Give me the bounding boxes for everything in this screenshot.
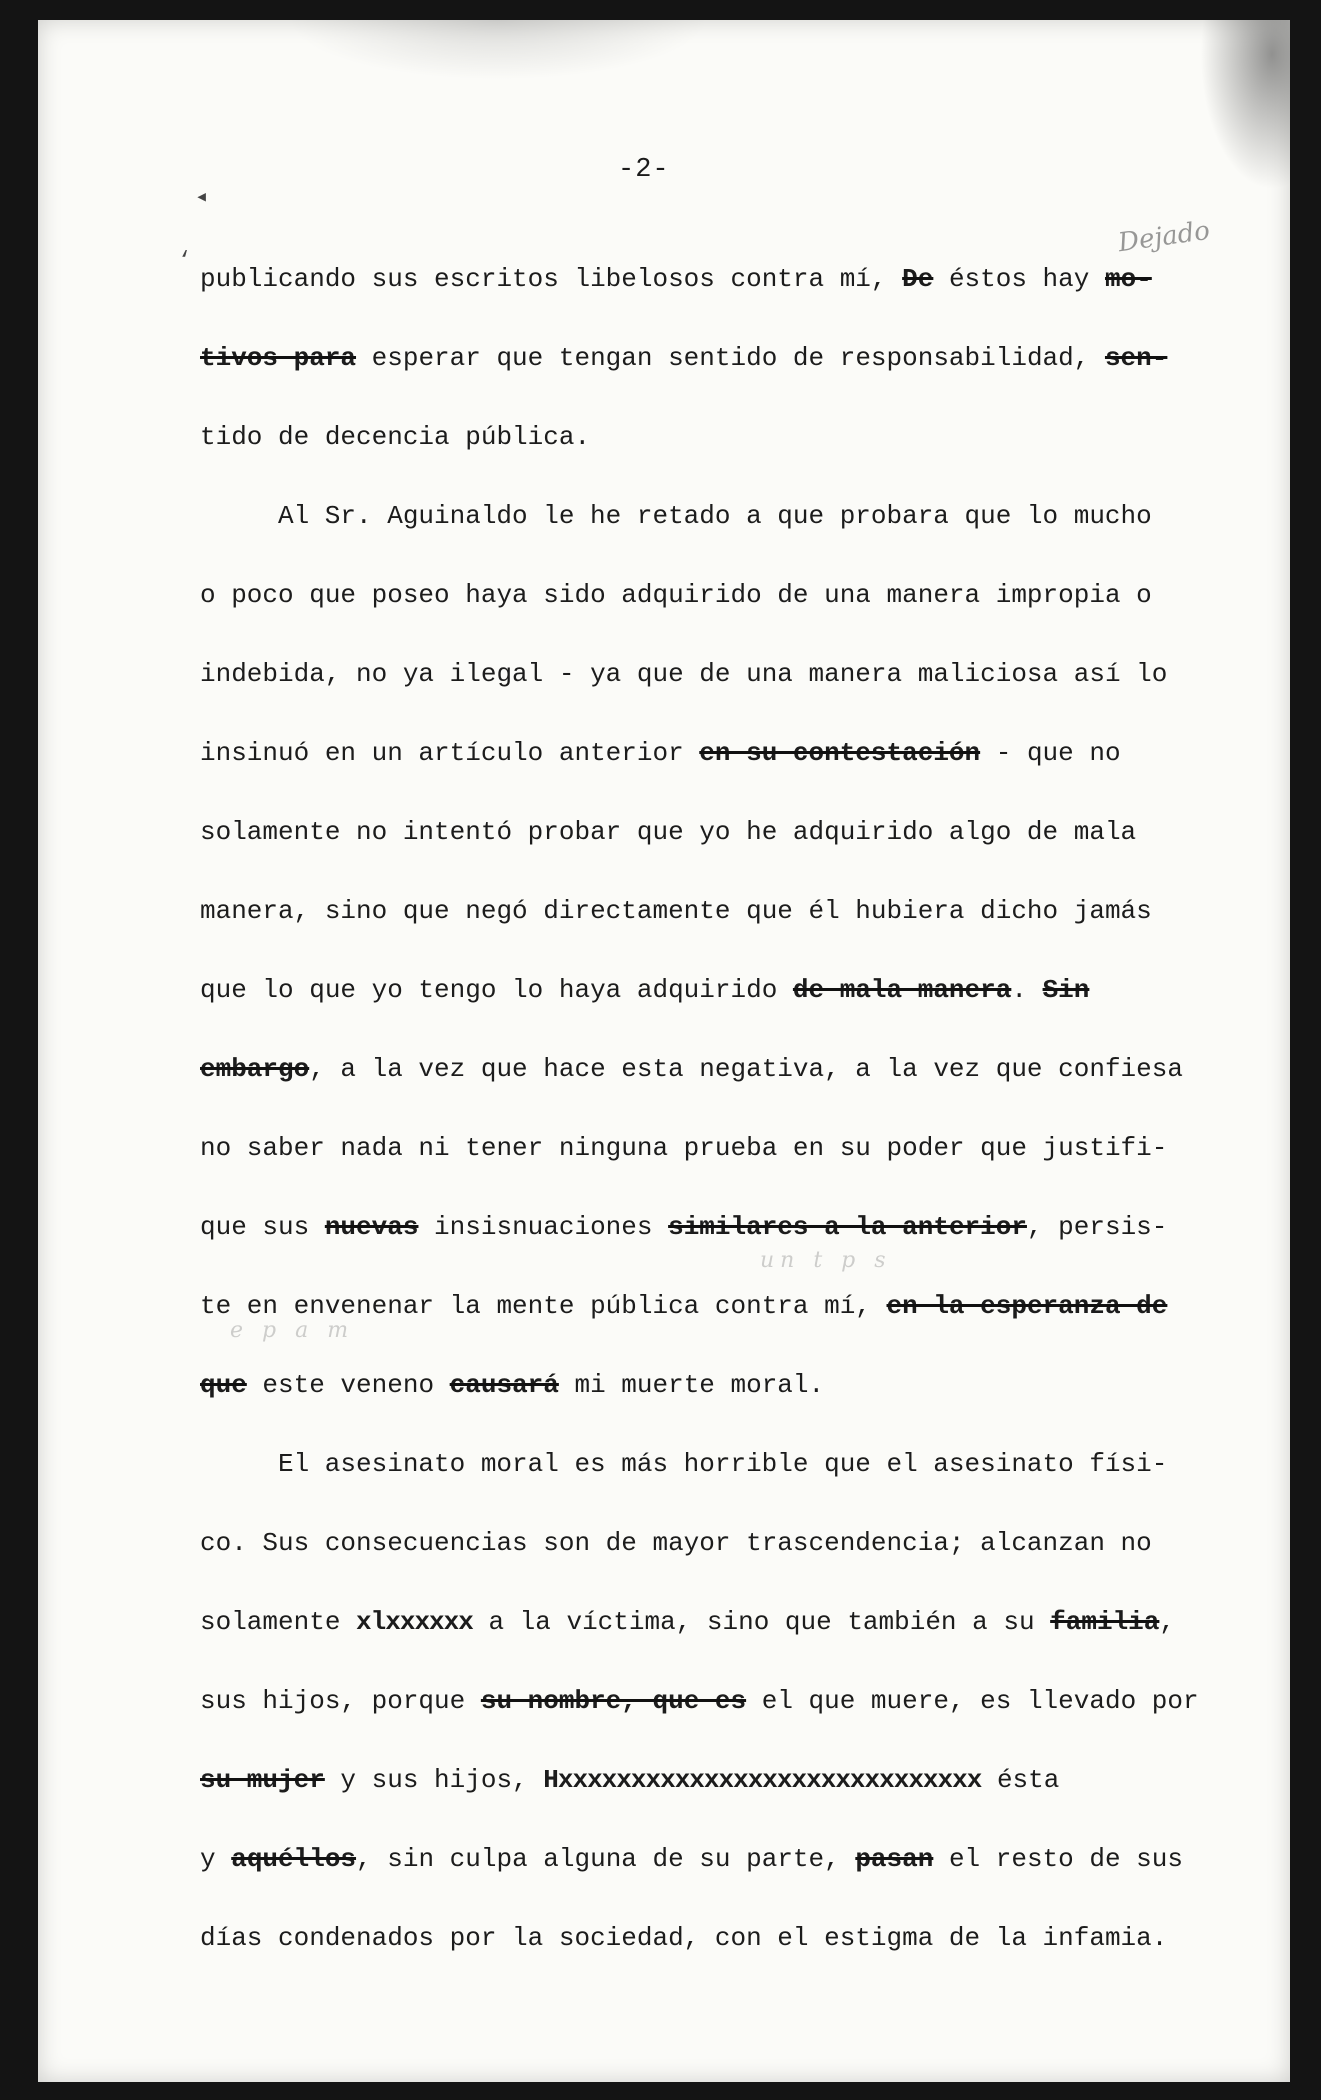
typed-text: publicando sus escritos libelosos contra mí, [200, 264, 903, 294]
struck-text: su nombre, que es [480, 1686, 747, 1716]
struck-text: similares a la anterior [668, 1212, 1027, 1242]
text-line [200, 556, 1200, 635]
text-line [200, 398, 1200, 477]
typed-text: insinuó en un artículo anterior [200, 738, 700, 768]
text-line [200, 1346, 1200, 1425]
typed-text: sus hijos, porque [200, 1686, 481, 1716]
typed-text: esperar que tengan sentido de responsabilidad, [356, 343, 1105, 373]
typed-text: ésta [981, 1765, 1060, 1795]
typed-text: insisnuaciones [418, 1212, 669, 1242]
typed-text: manera, sino que negó directamente que él hubiera dicho jamás [200, 896, 1152, 926]
typed-text: , persis- [1026, 1212, 1168, 1242]
struck-text: aquéllos [231, 1844, 357, 1874]
typed-text: co. Sus consecuencias son de mayor trascendencia; alcanzan no [200, 1528, 1152, 1558]
typed-text: . [1011, 975, 1043, 1005]
scan-top-shadow [288, 20, 708, 80]
text-line [200, 1109, 1200, 1188]
struck-text: familia [1050, 1607, 1160, 1637]
struck-text: tivos para [200, 343, 357, 373]
text-line [200, 1662, 1200, 1741]
struck-text: causará [449, 1370, 559, 1400]
xed-out-text: Hxxxxxxxxxxxxxxxxxxxxxxxxxxxxx [543, 1765, 982, 1795]
text-line [200, 1425, 1200, 1504]
typed-text: a la víctima, sino que también a su [472, 1607, 1051, 1637]
typed-text: tido de decencia pública. [200, 422, 591, 452]
faint-handwritten-note: e p a m [230, 1318, 355, 1343]
text-line [200, 1267, 1200, 1346]
margin-arrow-icon: ◂ [195, 185, 209, 210]
typed-text: no saber nada ni tener ninguna prueba en su poder que justifi- [200, 1133, 1168, 1163]
text-line [200, 872, 1200, 951]
text-line [200, 1583, 1200, 1662]
faint-handwritten-note: un t p s [760, 1248, 892, 1273]
text-line [200, 1030, 1200, 1109]
typed-text: , a la vez que hace esta negativa, a la vez que confiesa [309, 1054, 1183, 1084]
text-line [200, 1741, 1200, 1820]
typed-text: , [1159, 1607, 1175, 1637]
struck-text: en la esperanza de [886, 1291, 1168, 1321]
handwritten-note-top-right: Dejado [1116, 215, 1212, 259]
typed-text: solamente no intentó probar que yo he adquirido algo de mala [200, 817, 1137, 847]
typed-text: el que muere, es llevado por [746, 1686, 1199, 1716]
text-line [200, 951, 1200, 1030]
struck-text: sen- [1104, 343, 1168, 373]
text-line [200, 714, 1200, 793]
text-line [200, 1820, 1200, 1899]
typed-text: mi muerte moral. [558, 1370, 825, 1400]
typed-text: - que no [980, 738, 1121, 768]
typed-text: éstos hay [933, 264, 1105, 294]
page-number: -2- [618, 155, 670, 185]
struck-text: nuevas [324, 1212, 419, 1242]
text-line [200, 1899, 1200, 1978]
struck-text: embargo [200, 1054, 310, 1084]
text-line [200, 319, 1200, 398]
text-line [200, 1504, 1200, 1583]
struck-text: su mujer [200, 1765, 325, 1795]
typed-text: este veneno [246, 1370, 450, 1400]
typed-text: y [200, 1844, 232, 1874]
xed-out-text: xlxxxxxx [356, 1607, 473, 1637]
typed-text: El asesinato moral es más horrible que el asesinato físi- [278, 1449, 1168, 1479]
margin-tick-icon: ‘ [178, 248, 192, 273]
typed-text: días condenados por la sociedad, con el estigma de la infamia. [200, 1923, 1168, 1953]
typed-text: y sus hijos, [324, 1765, 544, 1795]
typed-text: que sus [200, 1212, 325, 1242]
typed-text: el resto de sus [933, 1844, 1183, 1874]
struck-text: De [902, 264, 934, 294]
typed-text: Al Sr. Aguinaldo le he retado a que probara que lo mucho [278, 501, 1152, 531]
typed-text: o poco que poseo haya sido adquirido de una manera impropia o [200, 580, 1152, 610]
struck-text: pasan [855, 1844, 934, 1874]
scan-edge-shadow [1200, 20, 1290, 190]
typed-text: solamente [200, 1607, 357, 1637]
text-line [200, 1188, 1200, 1267]
typed-text: te en envenenar la mente pública contra mí, [200, 1291, 887, 1321]
typed-text: indebida, no ya ilegal - ya que de una manera maliciosa así lo [200, 659, 1168, 689]
struck-text: en su contestación [699, 738, 981, 768]
struck-text: Sin [1042, 975, 1090, 1005]
typed-text: que lo que yo tengo lo haya adquirido [200, 975, 793, 1005]
struck-text: mo- [1104, 264, 1152, 294]
text-line [200, 635, 1200, 714]
text-line [200, 793, 1200, 872]
text-line [200, 240, 1200, 319]
struck-text: de mala manera [792, 975, 1012, 1005]
struck-text: que [200, 1370, 247, 1400]
typed-body-text [200, 240, 1200, 1978]
typed-text: , sin culpa alguna de su parte, [356, 1844, 856, 1874]
text-line [200, 477, 1200, 556]
